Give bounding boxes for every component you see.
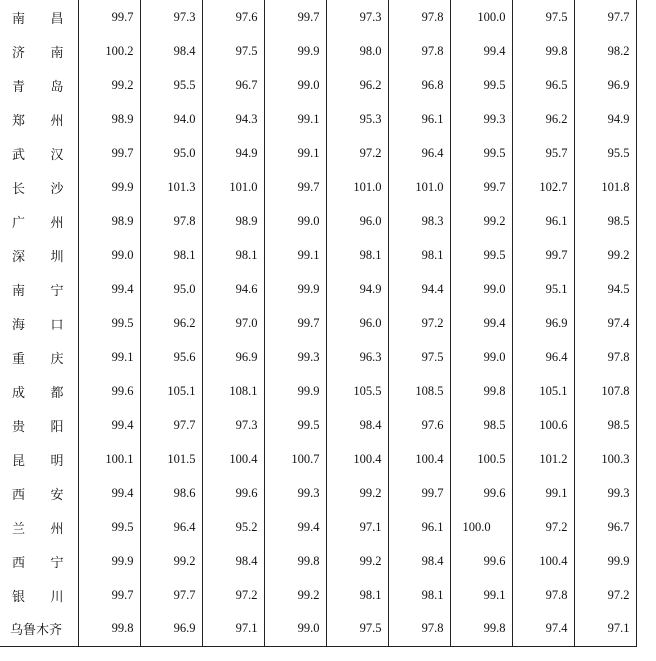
index-value-cell: 99.2 bbox=[78, 68, 140, 102]
index-value-cell: 105.1 bbox=[140, 374, 202, 408]
index-value-cell: 99.1 bbox=[450, 578, 512, 612]
table-row bbox=[0, 238, 636, 272]
index-value-cell: 96.1 bbox=[388, 102, 450, 136]
index-value-cell: 99.7 bbox=[78, 578, 140, 612]
index-value-cell: 96.9 bbox=[574, 68, 636, 102]
index-value-cell: 99.9 bbox=[78, 170, 140, 204]
index-value-cell: 99.0 bbox=[264, 204, 326, 238]
index-value-cell: 99.9 bbox=[264, 374, 326, 408]
index-value-cell: 97.3 bbox=[140, 0, 202, 34]
index-value-cell: 94.4 bbox=[388, 272, 450, 306]
index-value-cell: 101.0 bbox=[326, 170, 388, 204]
index-value-cell: 99.4 bbox=[264, 510, 326, 544]
index-value-cell: 102.7 bbox=[512, 170, 574, 204]
index-value-cell: 97.7 bbox=[140, 578, 202, 612]
city-name-cell: 兰 州 bbox=[0, 510, 78, 544]
index-value-cell: 97.2 bbox=[326, 136, 388, 170]
index-value-cell: 99.5 bbox=[450, 238, 512, 272]
index-value-cell: 99.4 bbox=[450, 306, 512, 340]
city-name-cell: 成 都 bbox=[0, 374, 78, 408]
index-value-cell: 96.4 bbox=[140, 510, 202, 544]
index-value-cell: 98.1 bbox=[326, 578, 388, 612]
index-value-cell: 99.6 bbox=[78, 374, 140, 408]
city-name-cell: 乌鲁木齐 bbox=[0, 612, 78, 646]
index-value-cell: 100.7 bbox=[264, 442, 326, 476]
city-name-cell: 重 庆 bbox=[0, 340, 78, 374]
table-row bbox=[0, 170, 636, 204]
city-name-cell: 南 宁 bbox=[0, 272, 78, 306]
index-value-cell: 100.0 bbox=[450, 0, 512, 34]
index-value-cell: 94.3 bbox=[202, 102, 264, 136]
index-value-cell: 98.6 bbox=[140, 476, 202, 510]
index-value-cell: 101.5 bbox=[140, 442, 202, 476]
index-value-cell: 98.0 bbox=[326, 34, 388, 68]
index-value-cell: 107.8 bbox=[574, 374, 636, 408]
index-value-cell: 101.8 bbox=[574, 170, 636, 204]
index-value-cell: 99.2 bbox=[140, 544, 202, 578]
index-value-cell: 96.4 bbox=[388, 136, 450, 170]
index-value-cell: 99.2 bbox=[326, 476, 388, 510]
index-value-cell: 100.4 bbox=[202, 442, 264, 476]
index-value-cell: 96.2 bbox=[512, 102, 574, 136]
index-value-cell: 98.1 bbox=[140, 238, 202, 272]
index-value-cell: 96.1 bbox=[512, 204, 574, 238]
index-value-cell: 97.6 bbox=[202, 0, 264, 34]
index-value-cell: 101.3 bbox=[140, 170, 202, 204]
index-value-cell: 100.4 bbox=[512, 544, 574, 578]
index-value-cell: 98.4 bbox=[140, 34, 202, 68]
index-value-cell: 99.4 bbox=[78, 476, 140, 510]
index-value-cell: 96.2 bbox=[326, 68, 388, 102]
index-value-cell: 99.9 bbox=[574, 544, 636, 578]
index-value-cell: 94.6 bbox=[202, 272, 264, 306]
city-name-cell: 银 川 bbox=[0, 578, 78, 612]
index-value-cell: 97.8 bbox=[388, 0, 450, 34]
index-value-cell: 97.5 bbox=[388, 340, 450, 374]
city-name-cell: 贵 阳 bbox=[0, 408, 78, 442]
index-value-cell: 99.3 bbox=[450, 102, 512, 136]
index-value-cell: 99.7 bbox=[512, 238, 574, 272]
city-name-cell: 深 圳 bbox=[0, 238, 78, 272]
table-row bbox=[0, 340, 636, 374]
index-value-cell: 99.7 bbox=[264, 0, 326, 34]
index-value-cell: 98.9 bbox=[202, 204, 264, 238]
index-value-cell: 97.1 bbox=[574, 612, 636, 646]
index-value-cell: 94.0 bbox=[140, 102, 202, 136]
index-value-cell: 105.5 bbox=[326, 374, 388, 408]
index-value-cell: 105.1 bbox=[512, 374, 574, 408]
index-value-cell: 99.9 bbox=[78, 544, 140, 578]
table-row bbox=[0, 408, 636, 442]
index-value-cell: 95.0 bbox=[140, 272, 202, 306]
index-value-cell: 97.4 bbox=[512, 612, 574, 646]
city-name-cell: 青 岛 bbox=[0, 68, 78, 102]
city-name-cell: 西 宁 bbox=[0, 544, 78, 578]
index-value-cell: 95.7 bbox=[512, 136, 574, 170]
index-value-cell: 98.5 bbox=[574, 408, 636, 442]
city-name-cell: 南 昌 bbox=[0, 0, 78, 34]
index-value-cell: 99.0 bbox=[264, 612, 326, 646]
index-value-cell: 99.7 bbox=[388, 476, 450, 510]
index-value-cell: 95.3 bbox=[326, 102, 388, 136]
city-name-cell: 昆 明 bbox=[0, 442, 78, 476]
index-value-cell: 98.4 bbox=[388, 544, 450, 578]
index-value-cell: 97.8 bbox=[512, 578, 574, 612]
index-value-cell: 99.2 bbox=[574, 238, 636, 272]
table-row bbox=[0, 442, 636, 476]
table-row bbox=[0, 272, 636, 306]
index-value-cell: 97.0 bbox=[202, 306, 264, 340]
table-row bbox=[0, 136, 636, 170]
index-value-cell: 97.8 bbox=[388, 34, 450, 68]
city-name-cell: 济 南 bbox=[0, 34, 78, 68]
index-value-cell: 99.8 bbox=[450, 612, 512, 646]
city-name-cell: 长 沙 bbox=[0, 170, 78, 204]
index-value-cell: 99.5 bbox=[450, 136, 512, 170]
index-value-cell: 97.1 bbox=[326, 510, 388, 544]
index-value-cell: 99.5 bbox=[450, 68, 512, 102]
city-name-cell: 郑 州 bbox=[0, 102, 78, 136]
index-value-cell: 99.0 bbox=[450, 272, 512, 306]
index-value-cell: 99.7 bbox=[264, 306, 326, 340]
index-value-cell: 101.2 bbox=[512, 442, 574, 476]
city-name-cell: 武 汉 bbox=[0, 136, 78, 170]
index-value-cell: 99.9 bbox=[264, 34, 326, 68]
index-value-cell: 98.5 bbox=[450, 408, 512, 442]
index-value-cell: 99.5 bbox=[264, 408, 326, 442]
index-value-cell: 99.8 bbox=[264, 544, 326, 578]
index-value-cell: 96.9 bbox=[512, 306, 574, 340]
index-value-cell: 99.1 bbox=[512, 476, 574, 510]
index-value-cell: 96.5 bbox=[512, 68, 574, 102]
index-value-cell: 101.0 bbox=[388, 170, 450, 204]
table-row bbox=[0, 204, 636, 238]
index-value-cell: 96.9 bbox=[140, 612, 202, 646]
index-value-cell: 100.2 bbox=[78, 34, 140, 68]
index-value-cell: 96.9 bbox=[202, 340, 264, 374]
index-value-cell: 99.1 bbox=[264, 102, 326, 136]
index-value-cell: 99.0 bbox=[450, 340, 512, 374]
index-value-cell: 100.1 bbox=[78, 442, 140, 476]
index-value-cell: 95.2 bbox=[202, 510, 264, 544]
index-value-cell: 97.7 bbox=[574, 0, 636, 34]
index-value-cell: 99.5 bbox=[78, 306, 140, 340]
index-value-cell: 96.7 bbox=[202, 68, 264, 102]
city-name-cell: 海 口 bbox=[0, 306, 78, 340]
table-row bbox=[0, 544, 636, 578]
index-value-cell: 97.2 bbox=[574, 578, 636, 612]
index-value-cell: 96.7 bbox=[574, 510, 636, 544]
table-row bbox=[0, 0, 636, 34]
index-value-cell: 97.5 bbox=[326, 612, 388, 646]
index-value-cell: 100.5 bbox=[450, 442, 512, 476]
index-value-cell: 99.4 bbox=[450, 34, 512, 68]
index-value-cell: 99.1 bbox=[264, 136, 326, 170]
index-value-cell: 100.4 bbox=[388, 442, 450, 476]
index-value-cell: 108.5 bbox=[388, 374, 450, 408]
index-value-cell: 94.9 bbox=[574, 102, 636, 136]
index-value-cell: 99.7 bbox=[78, 136, 140, 170]
city-name-cell: 广 州 bbox=[0, 204, 78, 238]
index-value-cell: 99.7 bbox=[450, 170, 512, 204]
index-value-cell: 94.5 bbox=[574, 272, 636, 306]
index-value-cell: 96.8 bbox=[388, 68, 450, 102]
index-value-cell: 96.1 bbox=[388, 510, 450, 544]
index-value-cell: 97.5 bbox=[202, 34, 264, 68]
index-value-cell: 97.8 bbox=[140, 204, 202, 238]
table-row bbox=[0, 306, 636, 340]
index-value-cell: 98.4 bbox=[202, 544, 264, 578]
index-value-cell: 98.9 bbox=[78, 204, 140, 238]
index-value-cell: 97.2 bbox=[202, 578, 264, 612]
index-value-cell: 94.9 bbox=[326, 272, 388, 306]
index-value-cell: 96.4 bbox=[512, 340, 574, 374]
index-value-cell: 100.6 bbox=[512, 408, 574, 442]
table-row bbox=[0, 34, 636, 68]
index-value-cell: 99.8 bbox=[450, 374, 512, 408]
index-value-cell: 94.9 bbox=[202, 136, 264, 170]
index-value-cell: 99.1 bbox=[78, 340, 140, 374]
index-value-cell: 99.0 bbox=[264, 68, 326, 102]
index-value-cell: 98.5 bbox=[574, 204, 636, 238]
index-value-cell: 99.2 bbox=[264, 578, 326, 612]
index-value-cell: 99.7 bbox=[264, 170, 326, 204]
index-value-cell: 97.3 bbox=[326, 0, 388, 34]
table-row bbox=[0, 68, 636, 102]
index-value-cell: 98.2 bbox=[574, 34, 636, 68]
index-value-cell: 97.8 bbox=[574, 340, 636, 374]
index-value-cell: 96.0 bbox=[326, 204, 388, 238]
index-value-cell: 97.2 bbox=[512, 510, 574, 544]
index-value-cell: 99.6 bbox=[202, 476, 264, 510]
index-value-cell: 96.2 bbox=[140, 306, 202, 340]
table-row bbox=[0, 102, 636, 136]
index-value-cell: 108.1 bbox=[202, 374, 264, 408]
table-row bbox=[0, 476, 636, 510]
index-value-cell: 99.2 bbox=[326, 544, 388, 578]
index-value-cell: 99.4 bbox=[78, 272, 140, 306]
city-name-cell: 西 安 bbox=[0, 476, 78, 510]
index-value-cell: 98.1 bbox=[202, 238, 264, 272]
index-value-cell: 97.8 bbox=[388, 612, 450, 646]
index-value-cell: 99.2 bbox=[450, 204, 512, 238]
index-value-cell: 99.6 bbox=[450, 544, 512, 578]
table-row bbox=[0, 612, 636, 646]
table-row bbox=[0, 578, 636, 612]
index-value-cell: 99.1 bbox=[264, 238, 326, 272]
table-row bbox=[0, 374, 636, 408]
index-value-cell: 97.6 bbox=[388, 408, 450, 442]
index-value-cell: 99.3 bbox=[574, 476, 636, 510]
index-value-cell: 99.3 bbox=[264, 476, 326, 510]
index-value-cell: 98.1 bbox=[326, 238, 388, 272]
index-value-cell: 99.4 bbox=[78, 408, 140, 442]
table-row bbox=[0, 510, 636, 544]
index-value-cell: 97.5 bbox=[512, 0, 574, 34]
index-value-cell: 100.0 bbox=[450, 510, 512, 544]
index-value-cell: 97.4 bbox=[574, 306, 636, 340]
index-value-cell: 99.5 bbox=[78, 510, 140, 544]
index-value-cell: 99.6 bbox=[450, 476, 512, 510]
index-value-cell: 101.0 bbox=[202, 170, 264, 204]
index-value-cell: 97.7 bbox=[140, 408, 202, 442]
index-value-cell: 97.1 bbox=[202, 612, 264, 646]
index-value-cell: 95.6 bbox=[140, 340, 202, 374]
index-value-cell: 98.3 bbox=[388, 204, 450, 238]
index-value-cell: 99.3 bbox=[264, 340, 326, 374]
index-value-cell: 95.5 bbox=[140, 68, 202, 102]
index-value-cell: 97.3 bbox=[202, 408, 264, 442]
index-value-cell: 98.4 bbox=[326, 408, 388, 442]
index-value-cell: 99.8 bbox=[78, 612, 140, 646]
index-value-cell: 98.1 bbox=[388, 578, 450, 612]
index-value-cell: 95.0 bbox=[140, 136, 202, 170]
index-value-cell: 99.0 bbox=[78, 238, 140, 272]
index-value-cell: 95.5 bbox=[574, 136, 636, 170]
index-value-cell: 98.1 bbox=[388, 238, 450, 272]
index-value-cell: 95.1 bbox=[512, 272, 574, 306]
index-value-cell: 99.9 bbox=[264, 272, 326, 306]
index-value-cell: 96.0 bbox=[326, 306, 388, 340]
index-value-cell: 99.8 bbox=[512, 34, 574, 68]
index-value-cell: 100.3 bbox=[574, 442, 636, 476]
index-value-cell: 99.7 bbox=[78, 0, 140, 34]
index-value-cell: 97.2 bbox=[388, 306, 450, 340]
index-value-cell: 96.3 bbox=[326, 340, 388, 374]
index-value-cell: 98.9 bbox=[78, 102, 140, 136]
index-value-cell: 100.4 bbox=[326, 442, 388, 476]
